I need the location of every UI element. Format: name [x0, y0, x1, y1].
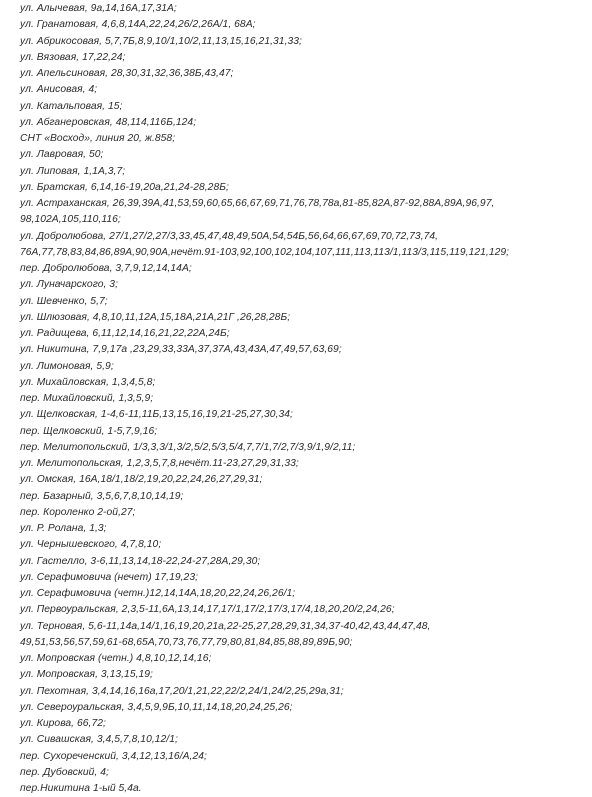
list-item: пер. Мелитопольский, 1/3,3,3/1,3/2,5/2,5/3,5/4,7,7/1,7/2,7/3,9/1,9/2,11; — [20, 441, 356, 453]
list-item: ул. Гранатовая, 4,6,8,14А,22,24,26/2,26А/1, 68А; — [20, 19, 256, 31]
list-item: ул. Гастелло, 3-6,11,13,14,18-22,24-27,28А,29,30; — [20, 555, 261, 567]
list-item: ул. Терновая, 5,6-11,14а,14/1,16,19,20,21а,22-25,27,28,29,31,34,37-40,42,43,44,47,48, — [20, 620, 431, 632]
list-item: ул. Алычевая, 9а,14,16А,17,31А; — [20, 3, 177, 14]
list-item: ул. Сивашская, 3,4,5,7,8,10,12/1; — [20, 734, 178, 746]
list-item: пер. Добролюбова, 3,7,9,12,14,14А; — [20, 263, 192, 274]
list-item: ул. Североуральская, 3,4,5,9,9Б,10,11,14,18,20,24,25,26; — [20, 701, 293, 713]
list-item: 49,51,53,56,57,59,61-68,65А,70,73,76,77,79,80,81,84,85,88,89,89Б,90; — [20, 636, 353, 648]
list-item: 98,102А,105,110,116; — [20, 214, 121, 226]
list-item: ул. Апельсиновая, 28,30,31,32,36,38Б,43,47; — [20, 68, 234, 79]
list-item: пер. Сухореченский, 3,4,12,13,16/А,24; — [20, 750, 207, 762]
list-item: ул. Липовая, 1,1А,3,7; — [20, 165, 126, 177]
list-item: ул. Шлюзовая, 4,8,10,11,12А,15,18А,21А,21Г ,26,28,28Б; — [20, 311, 291, 323]
list-item: ул. Щелковская, 1-4,6-11,11Б,13,15,16,19,21-25,27,30,34; — [20, 409, 293, 421]
list-item: ул. Кирова, 66,72; — [20, 718, 106, 729]
list-item: ул. Пехотная, 3,4,14,16,16а,17,20/1,21,22,22/2,24/1,24/2,25,29а,31; — [20, 685, 344, 697]
list-item: ул. Катальповая, 15; — [20, 100, 123, 112]
list-item: ул. Чернышевского, 4,7,8,10; — [20, 539, 162, 551]
list-item: ул. Абганеровская, 48,114,116Б,124; — [20, 116, 197, 128]
list-item: СНТ «Восход», линия 20, ж.858; — [20, 133, 176, 144]
list-item: ул. Лавровая, 50; — [20, 149, 104, 161]
list-item: ул. Мелитопольская, 1,2,3,5,7,8,нечёт.11-23,27,29,31,33; — [20, 458, 299, 469]
list-item: ул. Лимоновая, 5,9; — [20, 360, 114, 372]
list-item: ул. Радищева, 6,11,12,14,16,21,22,22А,24Б; — [20, 328, 230, 339]
list-item: ул. Михайловская, 1,3,4,5,8; — [20, 376, 156, 388]
list-item: ул. Добролюбова, 27/1,27/2,27/3,33,45,47,48,49,50А,54,54Б,56,64,66,67,69,70,72,73,74, — [20, 230, 439, 242]
address-list — [20, 1, 590, 797]
list-item: ул. Абрикосовая, 5,7,7Б,8,9,10/1,10/2,11,13,15,16,21,31,33; — [20, 35, 302, 47]
list-item: ул. Р. Ролана, 1,3; — [20, 523, 107, 534]
list-item: ул. Омская, 16А,18/1,18/2,19,20,22,24,26,27,29,31; — [20, 474, 263, 486]
list-item: пер. Дубовский, 4; — [20, 766, 109, 778]
list-item: ул. Первоуральская, 2,3,5-11,6А,13,14,17,17/1,17/2,17/3,17/4,18,20,20/2,24,26; — [20, 604, 395, 616]
list-item: пер. Короленко 2-ой,27; — [20, 506, 136, 518]
list-item: ул. Луначарского, 3; — [20, 279, 118, 291]
list-item: пер.Никитина 1-ый 5,4а. — [20, 783, 142, 794]
list-item: 76А,77,78,83,84,86,89А,90,90А,нечёт.91-103,92,100,102,104,107,111,113,113/1,113/3,115,119,121,129; — [20, 246, 510, 258]
list-item: ул. Никитина, 7,9,17а ,23,29,33,33А,37,37А,43,43А,47,49,57,63,69; — [20, 344, 342, 356]
list-item: ул. Серафимовича (четн.)12,14,14А,18,20,22,24,26,26/1; — [20, 588, 296, 599]
list-item: ул. Мопровская, 3,13,15,19; — [20, 669, 153, 681]
list-item: ул. Вязовая, 17,22,24; — [20, 51, 126, 63]
list-item: ул. Шевченко, 5,7; — [20, 295, 108, 307]
list-item: пер. Щелковский, 1-5,7,9,16; — [20, 425, 158, 437]
list-item: ул. Братская, 6,14,16-19,20а,21,24-28,28Б; — [20, 181, 229, 193]
list-item: пер. Михайловский, 1,3,5,9; — [20, 393, 154, 404]
list-item: ул. Мопровская (четн.) 4,8,10,12,14,16; — [20, 653, 212, 664]
list-item: ул. Астраханская, 26,39,39А,41,53,59,60,65,66,67,69,71,76,78,78а,81-85,82А,87-92,88А,89А,96,97, — [20, 198, 495, 209]
list-item: ул. Серафимовича (нечет) 17,19,23; — [20, 571, 199, 583]
list-item: ул. Анисовая, 4; — [20, 84, 98, 96]
list-item: пер. Базарный, 3,5,6,7,8,10,14,19; — [20, 490, 184, 502]
